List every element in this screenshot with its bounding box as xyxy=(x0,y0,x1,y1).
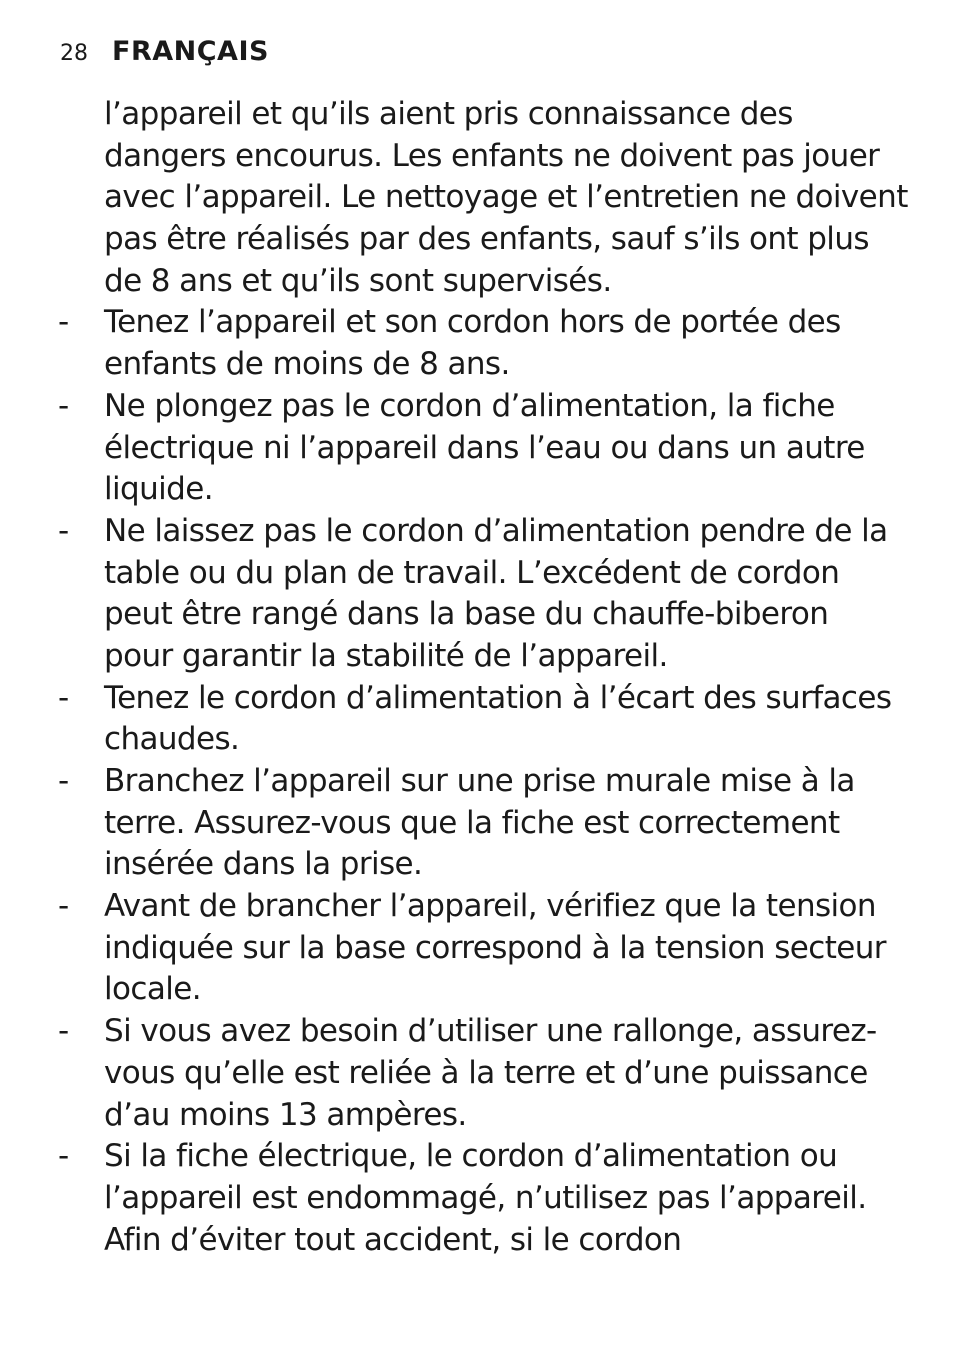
bullet-line: table ou du plan de travail. L’excédent de cordon xyxy=(104,554,840,591)
bullet-line: l’appareil est endommagé, n’utilisez pas l’appareil. xyxy=(104,1179,867,1216)
bullet-line: Tenez l’appareil et son cordon hors de portée des xyxy=(104,304,841,341)
bullet-item xyxy=(0,761,954,886)
bullet-item xyxy=(0,1011,954,1136)
bullet-line: chaudes. xyxy=(104,721,240,758)
bullet-line: pour garantir la stabilité de l’appareil. xyxy=(104,637,668,674)
bullet-dash: - xyxy=(58,512,69,549)
bullet-item xyxy=(0,511,954,678)
bullet-line: Tenez le cordon d’alimentation à l’écart des surfaces xyxy=(104,679,892,716)
bullet-dash: - xyxy=(58,888,69,925)
bullet-item xyxy=(0,302,954,385)
bullet-line: enfants de moins de 8 ans. xyxy=(104,346,510,383)
bullet-line: liquide. xyxy=(104,471,213,508)
bullet-dash: - xyxy=(58,1138,69,1175)
text-line: dangers encourus. Les enfants ne doivent pas jouer xyxy=(104,137,880,174)
page-number: 28 xyxy=(60,41,88,66)
text-line: l’appareil et qu’ils aient pris connaissance des xyxy=(104,96,793,132)
bullet-line: Branchez l’appareil sur une prise murale mise à la xyxy=(104,763,855,799)
bullet-item xyxy=(0,1136,954,1261)
bullet-item xyxy=(0,386,954,511)
bullet-line: Afin d’éviter tout accident, si le cordon xyxy=(104,1221,682,1258)
bullet-dash: - xyxy=(58,387,69,424)
bullet-line: insérée dans la prise. xyxy=(104,846,423,883)
document-body xyxy=(0,94,954,1261)
bullet-line: indiquée sur la base correspond à la tension secteur xyxy=(104,929,886,966)
bullet-dash: - xyxy=(58,1013,69,1050)
bullet-dash: - xyxy=(58,304,69,341)
bullet-dash: - xyxy=(58,763,69,799)
bullet-line: peut être rangé dans la base du chauffe-biberon xyxy=(104,596,829,633)
page-header xyxy=(60,36,269,67)
bullet-line: d’au moins 13 ampères. xyxy=(104,1096,467,1133)
bullet-line: Si la fiche électrique, le cordon d’alimentation ou xyxy=(104,1138,838,1175)
bullet-item xyxy=(0,886,954,1011)
bullet-item xyxy=(0,678,954,761)
bullet-line: Ne laissez pas le cordon d’alimentation pendre de la xyxy=(104,512,888,549)
bullet-line: Si vous avez besoin d’utiliser une rallonge, assurez- xyxy=(104,1013,877,1050)
text-line: avec l’appareil. Le nettoyage et l’entretien ne doivent xyxy=(104,179,908,216)
bullet-line: Ne plongez pas le cordon d’alimentation, la fiche xyxy=(104,387,835,424)
text-line: de 8 ans et qu’ils sont supervisés. xyxy=(104,262,612,299)
text-line: pas être réalisés par des enfants, sauf s’ils ont plus xyxy=(104,221,869,258)
bullet-line: locale. xyxy=(104,971,201,1008)
bullet-line: Avant de brancher l’appareil, vérifiez que la tension xyxy=(104,888,876,925)
intro-paragraph xyxy=(0,94,954,302)
bullet-line: vous qu’elle est reliée à la terre et d’une puissance xyxy=(104,1054,868,1091)
bullet-dash: - xyxy=(58,679,69,716)
section-title: FRANÇAIS xyxy=(112,36,269,67)
bullet-line: terre. Assurez-vous que la fiche est correctement xyxy=(104,804,840,841)
bullet-line: électrique ni l’appareil dans l’eau ou dans un autre xyxy=(104,429,865,466)
